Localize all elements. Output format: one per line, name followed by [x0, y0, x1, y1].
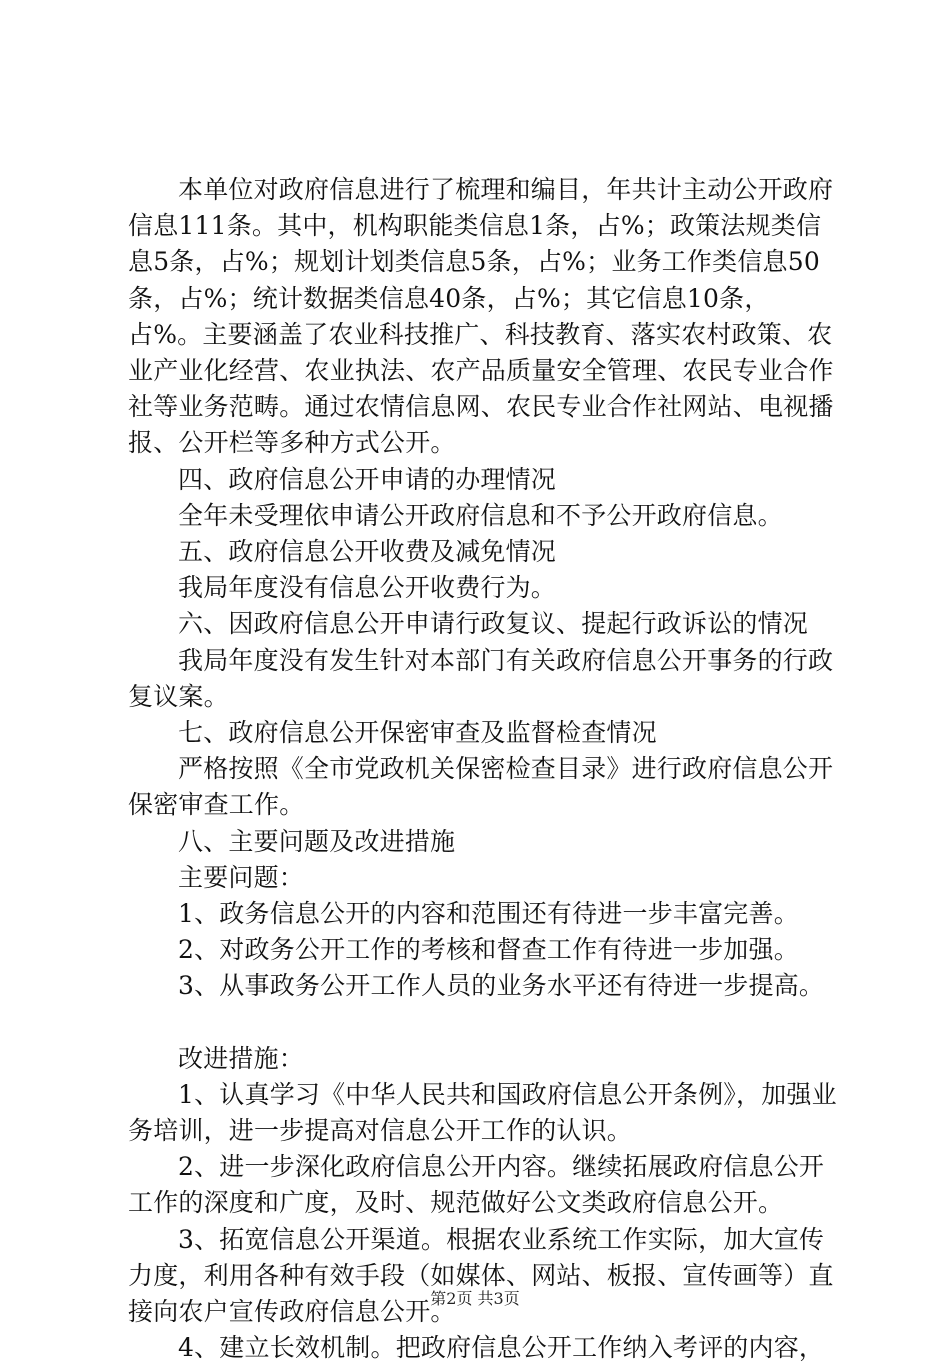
- list-item: 2、进一步深化政府信息公开内容。继续拓展政府信息公开工作的深度和广度，及时、规范做好公文类政府信息公开。: [128, 1152, 825, 1218]
- paragraph: 我局年度没有信息公开收费行为。: [178, 573, 557, 603]
- subheading-measures: 改进措施：: [178, 1043, 305, 1073]
- list-item: 1、政务信息公开的内容和范围还有待进一步丰富完善。: [178, 899, 799, 929]
- section-heading-8: 八、主要问题及改进措施: [178, 826, 456, 856]
- list-item: 3、从事政务公开工作人员的业务水平还有待进一步提高。: [178, 971, 825, 1001]
- blank-line: [128, 1005, 838, 1041]
- section-heading-5: 五、政府信息公开收费及减免情况: [178, 537, 557, 567]
- subheading-problems: 主要问题：: [178, 862, 305, 892]
- section-heading-7: 七、政府信息公开保密审查及监督检查情况: [178, 718, 657, 748]
- list-item: 4、建立长效机制。把政府信息公开工作纳入考评的内容，: [178, 1333, 825, 1363]
- page-footer: 第2页 共3页: [430, 1289, 520, 1308]
- paragraph: 我局年度没有发生针对本部门有关政府信息公开事务的行政复议案。: [128, 645, 834, 711]
- paragraph-summary: 本单位对政府信息进行了梳理和编目，年共计主动公开政府信息111条。其中，机构职能类信息1条，占%；政策法规类信息5条，占%；规划计划类信息5条，占%；业务工作类信息50条，占%；统计数据类信息40条，占%；其它信息10条，占%。主要涵盖了农业科技推广、科技教育、落实农村政策、农业产业化经营、农业执法、农产品质量安全管理、农民专业合作社等业务范畴。通过农情信息网、农民专业合作社网站、电视播报、公开栏等多种方式公开。: [128, 175, 834, 458]
- list-item: 2、对政务公开工作的考核和督查工作有待进一步加强。: [178, 935, 799, 965]
- section-heading-4: 四、政府信息公开申请的办理情况: [178, 464, 557, 494]
- document-body: [128, 172, 838, 1367]
- paragraph: 严格按照《全市党政机关保密检查目录》进行政府信息公开保密审查工作。: [128, 754, 834, 820]
- paragraph: 全年未受理依申请公开政府信息和不予公开政府信息。: [178, 500, 783, 530]
- list-item: 1、认真学习《中华人民共和国政府信息公开条例》，加强业务培训，进一步提高对信息公开工作的认识。: [128, 1079, 837, 1146]
- section-heading-6: 六、因政府信息公开申请行政复议、提起行政诉讼的情况: [178, 609, 809, 639]
- list-item: 3、拓宽信息公开渠道。根据农业系统工作实际，加大宣传力度，利用各种有效手段（如媒体、网站、板报、宣传画等）直接向农户宣传政府信息公开。: [128, 1224, 834, 1327]
